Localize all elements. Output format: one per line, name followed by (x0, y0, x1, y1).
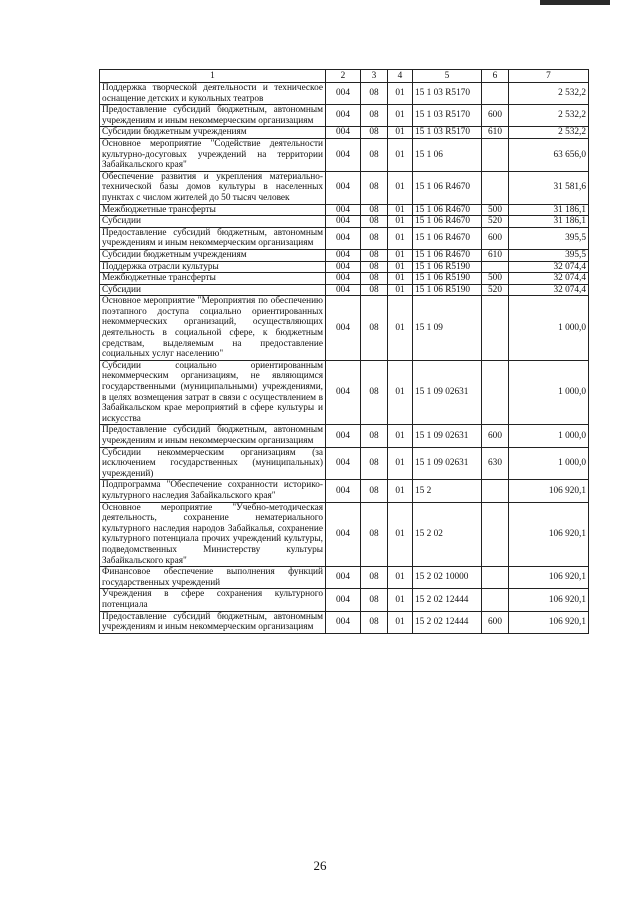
row-grbs-cell: 004 (326, 216, 361, 228)
header-cell-csr: 5 (413, 70, 482, 83)
table-row (100, 216, 589, 228)
row-vr-cell (482, 589, 509, 611)
row-vr-cell (482, 296, 509, 361)
row-pr-cell: 01 (388, 447, 413, 480)
row-name-cell: Субсидии бюджетным учреждениям (100, 249, 326, 261)
row-csr-cell: 15 1 09 (413, 296, 482, 361)
row-pr-cell: 01 (388, 83, 413, 105)
row-csr-cell: 15 1 06 R5190 (413, 284, 482, 296)
row-name-cell: Основное мероприятие "Мероприятия по обеспечению поэтапного доступа социально ориентированных некоммерческих организаций, осуществляющих деятельность в социальной сфере, к бюджетным средствам, выделяемым на предоставление социальных услуг населению" (100, 296, 326, 361)
table-row (100, 447, 589, 480)
table-row (100, 589, 589, 611)
row-pr-cell: 01 (388, 138, 413, 171)
row-name-cell: Предоставление субсидий бюджетным, автономным учреждениям и иным некоммерческим организациям (100, 425, 326, 447)
row-pr-cell: 01 (388, 127, 413, 139)
row-pr-cell: 01 (388, 105, 413, 127)
row-rz-cell: 08 (361, 480, 388, 502)
row-pr-cell: 01 (388, 284, 413, 296)
table-row (100, 83, 589, 105)
row-grbs-cell: 004 (326, 611, 361, 633)
row-name-cell: Субсидии (100, 216, 326, 228)
row-rz-cell: 08 (361, 204, 388, 216)
row-name-cell: Субсидии (100, 284, 326, 296)
table-row (100, 227, 589, 249)
row-name-cell: Подпрограмма "Обеспечение сохранности историко-культурного наследия Забайкальского края" (100, 480, 326, 502)
row-grbs-cell: 004 (326, 567, 361, 589)
row-grbs-cell: 004 (326, 273, 361, 285)
row-name-cell: Межбюджетные трансферты (100, 204, 326, 216)
row-rz-cell: 08 (361, 273, 388, 285)
row-grbs-cell: 004 (326, 204, 361, 216)
row-pr-cell: 01 (388, 589, 413, 611)
row-rz-cell: 08 (361, 171, 388, 204)
row-name-cell: Субсидии некоммерческим организациям (за исключением государственных (муниципальных) учреждений) (100, 447, 326, 480)
row-csr-cell: 15 1 06 R4670 (413, 249, 482, 261)
row-csr-cell: 15 1 09 02631 (413, 425, 482, 447)
row-rz-cell: 08 (361, 567, 388, 589)
row-sum-cell: 106 920,1 (509, 567, 589, 589)
table-row (100, 284, 589, 296)
row-grbs-cell: 004 (326, 171, 361, 204)
row-rz-cell: 08 (361, 216, 388, 228)
row-sum-cell: 31 186,1 (509, 216, 589, 228)
row-grbs-cell: 004 (326, 425, 361, 447)
row-name-cell: Финансовое обеспечение выполнения функций государственных учреждений (100, 567, 326, 589)
row-rz-cell: 08 (361, 105, 388, 127)
row-vr-cell: 600 (482, 611, 509, 633)
row-grbs-cell: 004 (326, 502, 361, 567)
row-sum-cell: 31 186,1 (509, 204, 589, 216)
row-pr-cell: 01 (388, 171, 413, 204)
row-pr-cell: 01 (388, 611, 413, 633)
row-name-cell: Межбюджетные трансферты (100, 273, 326, 285)
row-name-cell: Предоставление субсидий бюджетным, автономным учреждениям и иным некоммерческим организациям (100, 227, 326, 249)
row-rz-cell: 08 (361, 611, 388, 633)
row-grbs-cell: 004 (326, 138, 361, 171)
row-rz-cell: 08 (361, 425, 388, 447)
row-name-cell: Поддержка отрасли культуры (100, 261, 326, 273)
row-sum-cell: 2 532,2 (509, 127, 589, 139)
table-row (100, 480, 589, 502)
row-sum-cell: 1 000,0 (509, 425, 589, 447)
row-vr-cell: 520 (482, 216, 509, 228)
row-vr-cell (482, 502, 509, 567)
table-row (100, 360, 589, 425)
row-csr-cell: 15 1 06 (413, 138, 482, 171)
row-grbs-cell: 004 (326, 249, 361, 261)
row-sum-cell: 395,5 (509, 227, 589, 249)
header-cell-sum: 7 (509, 70, 589, 83)
row-pr-cell: 01 (388, 425, 413, 447)
row-name-cell: Предоставление субсидий бюджетным, автономным учреждениям и иным некоммерческим организациям (100, 611, 326, 633)
row-csr-cell: 15 2 02 (413, 502, 482, 567)
row-rz-cell: 08 (361, 83, 388, 105)
page-number: 26 (313, 858, 327, 873)
table-row (100, 273, 589, 285)
row-csr-cell: 15 1 06 R4670 (413, 227, 482, 249)
row-name-cell: Учреждения в сфере сохранения культурного потенциала (100, 589, 326, 611)
row-vr-cell: 610 (482, 249, 509, 261)
row-sum-cell: 2 532,2 (509, 105, 589, 127)
row-pr-cell: 01 (388, 261, 413, 273)
row-pr-cell: 01 (388, 296, 413, 361)
table-row (100, 261, 589, 273)
header-cell-grbs: 2 (326, 70, 361, 83)
row-csr-cell: 15 1 06 R4670 (413, 216, 482, 228)
row-grbs-cell: 004 (326, 227, 361, 249)
table-row (100, 171, 589, 204)
row-rz-cell: 08 (361, 284, 388, 296)
row-vr-cell: 520 (482, 284, 509, 296)
top-edge-bar (540, 0, 610, 5)
table-row (100, 249, 589, 261)
row-rz-cell: 08 (361, 227, 388, 249)
row-vr-cell: 610 (482, 127, 509, 139)
table-row (100, 611, 589, 633)
row-vr-cell (482, 480, 509, 502)
row-csr-cell: 15 1 06 R5190 (413, 273, 482, 285)
row-csr-cell: 15 1 09 02631 (413, 447, 482, 480)
row-csr-cell: 15 1 09 02631 (413, 360, 482, 425)
row-name-cell: Основное мероприятие "Учебно-методическая деятельность, сохранение нематериального культурного наследия народов Забайкалья, сохранение культурного потенциала прочих учреждений культуры, подведомственных Министерству культуры Забайкальского края" (100, 502, 326, 567)
header-cell-vr: 6 (482, 70, 509, 83)
row-vr-cell (482, 360, 509, 425)
row-pr-cell: 01 (388, 227, 413, 249)
row-rz-cell: 08 (361, 447, 388, 480)
row-pr-cell: 01 (388, 480, 413, 502)
row-sum-cell: 2 532,2 (509, 83, 589, 105)
row-grbs-cell: 004 (326, 261, 361, 273)
table-row (100, 425, 589, 447)
row-vr-cell (482, 261, 509, 273)
row-sum-cell: 32 074,4 (509, 284, 589, 296)
row-vr-cell (482, 83, 509, 105)
header-cell-rz: 3 (361, 70, 388, 83)
table-row (100, 105, 589, 127)
row-vr-cell (482, 138, 509, 171)
row-sum-cell: 1 000,0 (509, 296, 589, 361)
row-rz-cell: 08 (361, 360, 388, 425)
row-rz-cell: 08 (361, 261, 388, 273)
row-csr-cell: 15 1 06 R4670 (413, 171, 482, 204)
row-grbs-cell: 004 (326, 127, 361, 139)
row-sum-cell: 1 000,0 (509, 360, 589, 425)
row-pr-cell: 01 (388, 216, 413, 228)
row-rz-cell: 08 (361, 127, 388, 139)
row-name-cell: Субсидии социально ориентированным некоммерческим организациям, не являющимся государственными (муниципальными) учреждениями, в целях возмещения затрат в связи с осуществлением в Забайкальском крае мероприятий в сфере культуры и искусства (100, 360, 326, 425)
header-cell-pr: 4 (388, 70, 413, 83)
row-sum-cell: 106 920,1 (509, 611, 589, 633)
row-vr-cell: 500 (482, 273, 509, 285)
row-csr-cell: 15 2 02 10000 (413, 567, 482, 589)
row-vr-cell: 600 (482, 105, 509, 127)
row-vr-cell: 600 (482, 227, 509, 249)
row-sum-cell: 106 920,1 (509, 480, 589, 502)
row-pr-cell: 01 (388, 273, 413, 285)
row-sum-cell: 106 920,1 (509, 502, 589, 567)
row-name-cell: Субсидии бюджетным учреждениям (100, 127, 326, 139)
row-csr-cell: 15 2 02 12444 (413, 589, 482, 611)
row-rz-cell: 08 (361, 589, 388, 611)
row-grbs-cell: 004 (326, 284, 361, 296)
table-row (100, 296, 589, 361)
table-row (100, 204, 589, 216)
row-name-cell: Обеспечение развития и укрепления материально-технической базы домов культуры в населенных пунктах с числом жителей до 50 тысяч человек (100, 171, 326, 204)
row-pr-cell: 01 (388, 502, 413, 567)
row-sum-cell: 63 656,0 (509, 138, 589, 171)
row-grbs-cell: 004 (326, 447, 361, 480)
row-csr-cell: 15 2 (413, 480, 482, 502)
row-rz-cell: 08 (361, 296, 388, 361)
row-name-cell: Поддержка творческой деятельности и техническое оснащение детских и кукольных театров (100, 83, 326, 105)
row-grbs-cell: 004 (326, 589, 361, 611)
row-sum-cell: 32 074,4 (509, 273, 589, 285)
row-csr-cell: 15 1 06 R4670 (413, 204, 482, 216)
budget-table (99, 69, 589, 634)
row-rz-cell: 08 (361, 249, 388, 261)
row-pr-cell: 01 (388, 360, 413, 425)
row-rz-cell: 08 (361, 502, 388, 567)
row-vr-cell: 630 (482, 447, 509, 480)
row-name-cell: Основное мероприятие "Содействие деятельности культурно-досуговых учреждений на территории Забайкальского края" (100, 138, 326, 171)
row-csr-cell: 15 1 03 R5170 (413, 105, 482, 127)
row-grbs-cell: 004 (326, 480, 361, 502)
row-sum-cell: 31 581,6 (509, 171, 589, 204)
row-grbs-cell: 004 (326, 360, 361, 425)
header-row (100, 70, 589, 83)
table-row (100, 502, 589, 567)
row-csr-cell: 15 1 03 R5170 (413, 127, 482, 139)
row-csr-cell: 15 2 02 12444 (413, 611, 482, 633)
row-pr-cell: 01 (388, 204, 413, 216)
row-sum-cell: 106 920,1 (509, 589, 589, 611)
row-vr-cell: 600 (482, 425, 509, 447)
row-pr-cell: 01 (388, 249, 413, 261)
row-grbs-cell: 004 (326, 105, 361, 127)
row-sum-cell: 32 074,4 (509, 261, 589, 273)
row-vr-cell: 500 (482, 204, 509, 216)
row-csr-cell: 15 1 03 R5170 (413, 83, 482, 105)
row-sum-cell: 1 000,0 (509, 447, 589, 480)
row-csr-cell: 15 1 06 R5190 (413, 261, 482, 273)
header-cell-name: 1 (100, 70, 326, 83)
table-row (100, 127, 589, 139)
row-pr-cell: 01 (388, 567, 413, 589)
row-rz-cell: 08 (361, 138, 388, 171)
row-sum-cell: 395,5 (509, 249, 589, 261)
row-vr-cell (482, 567, 509, 589)
row-grbs-cell: 004 (326, 296, 361, 361)
table-row (100, 567, 589, 589)
row-grbs-cell: 004 (326, 83, 361, 105)
row-name-cell: Предоставление субсидий бюджетным, автономным учреждениям и иным некоммерческим организациям (100, 105, 326, 127)
row-vr-cell (482, 171, 509, 204)
table-row (100, 138, 589, 171)
